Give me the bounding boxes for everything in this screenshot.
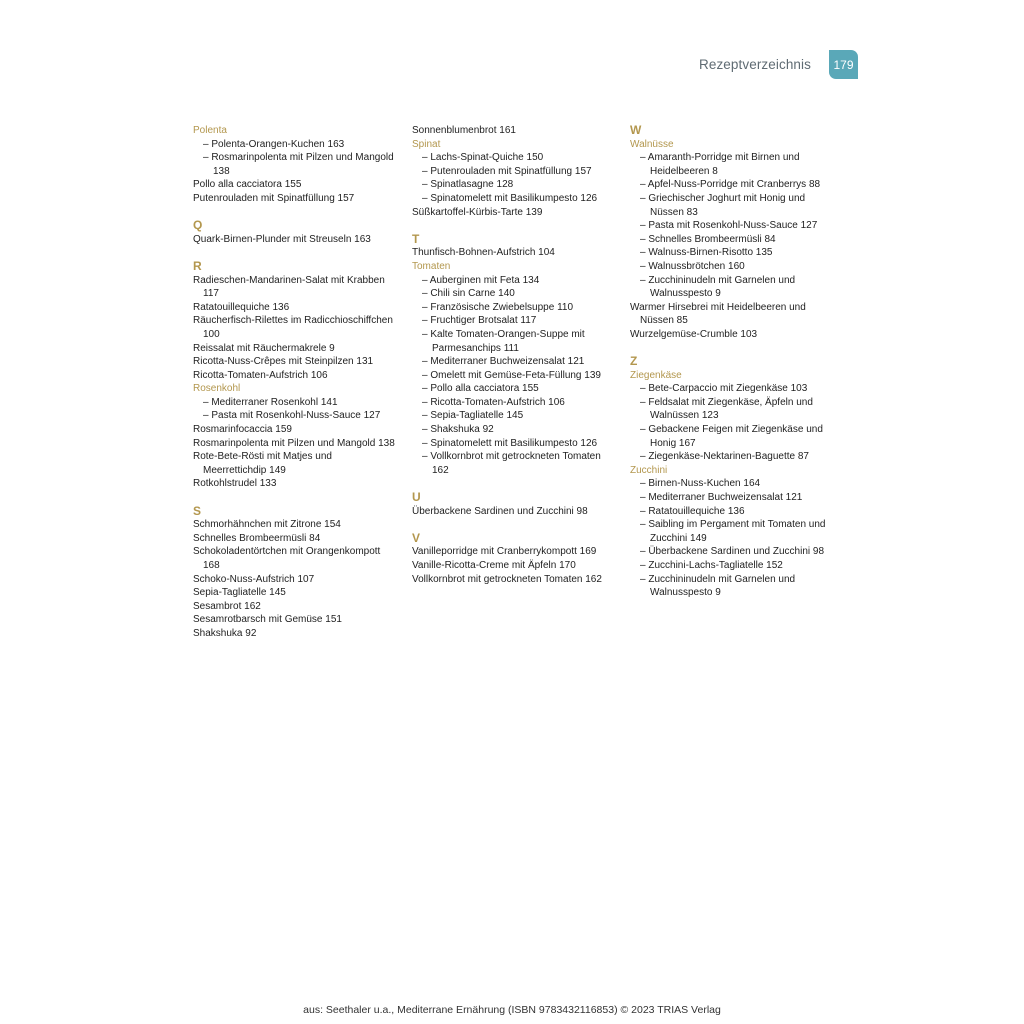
section-letter: R: [193, 258, 202, 273]
section-letter: Z: [630, 354, 638, 369]
index-entry: – Birnen-Nuss-Kuchen 164: [640, 478, 761, 490]
index-entry: Thunfisch-Bohnen-Aufstrich 104: [412, 247, 555, 259]
index-entry: – Auberginen mit Feta 134: [422, 274, 540, 286]
index-entry: – Pollo alla cacciatora 155: [422, 383, 539, 395]
section-letter: V: [412, 530, 421, 545]
index-topic: Zucchini: [630, 464, 668, 476]
index-entry: Radieschen-Mandarinen-Salat mit Krabben 117: [193, 274, 385, 300]
entry-list: [193, 233, 398, 247]
index-entry: – Sepia-Tagliatelle 145: [422, 410, 524, 422]
entry-list: [412, 124, 617, 219]
index-entry: – Spinatomelett mit Basilikumpesto 126: [422, 437, 598, 449]
index-topic: Rosenkohl: [193, 383, 241, 395]
index-entry: – Mediterraner Buchweizensalat 121: [640, 492, 803, 504]
index-entry: Schokoladentörtchen mit Orangenkompott 168: [193, 546, 381, 571]
index-entry: – Ziegenkäse-Nektarinen-Baguette 87: [640, 451, 809, 463]
index-entry: – Chili sin Carne 140: [422, 288, 515, 300]
index-entry: Sonnenblumenbrot 161: [412, 125, 516, 136]
index-entry: – Pasta mit Rosenkohl-Nuss-Sauce 127: [203, 410, 381, 422]
index-topic: Walnüsse: [630, 138, 674, 150]
index-entry: Schnelles Brombeermüsli 84: [193, 532, 321, 544]
index-entry: – Zucchininudeln mit Garnelen und Walnusspesto 9: [640, 274, 796, 300]
index-entry: Quark-Birnen-Plunder mit Streuseln 163: [193, 233, 371, 245]
index-entry: – Bete-Carpaccio mit Ziegenkäse 103: [640, 383, 808, 395]
index-entry: Schoko-Nuss-Aufstrich 107: [193, 573, 315, 585]
entry-list: [193, 518, 398, 640]
entry-list: [412, 505, 617, 519]
letter-section: [412, 124, 617, 219]
entry-list: [193, 124, 398, 206]
index-entry: Vollkornbrot mit getrockneten Tomaten 162: [412, 573, 602, 585]
entry-list: [630, 138, 835, 342]
index-entry: Süßkartoffel-Kürbis-Tarte 139: [412, 206, 543, 218]
index-entry: Überbackene Sardinen und Zucchini 98: [412, 505, 588, 517]
index-entry: Sepia-Tagliatelle 145: [193, 587, 286, 599]
letter-section: [630, 355, 835, 600]
index-entry: Ratatouillequiche 136: [193, 301, 290, 313]
index-entry: – Spinatlasagne 128: [422, 179, 514, 191]
index-entry: Wurzelgemüse-Crumble 103: [630, 328, 758, 340]
index-entry: Putenrouladen mit Spinatfüllung 157: [193, 192, 355, 204]
letter-section: [412, 233, 617, 478]
index-entry: – Zucchininudeln mit Garnelen und Walnusspesto 9: [640, 573, 796, 599]
index-entry: – Spinatomelett mit Basilikumpesto 126: [422, 192, 598, 204]
page-number-badge: 179: [829, 50, 858, 79]
index-entry: Vanille-Ricotta-Creme mit Äpfeln 170: [412, 560, 576, 571]
index-entry: Sesambrot 162: [193, 600, 261, 612]
index-entry: – Walnussbrötchen 160: [640, 260, 745, 272]
index-entry: Rotkohlstrudel 133: [193, 478, 277, 490]
index-entry: – Rosmarinpolenta mit Pilzen und Mangold 138: [203, 152, 394, 177]
index-entry: – Vollkornbrot mit getrockneten Tomaten 162: [422, 451, 601, 476]
index-topic: Polenta: [193, 125, 227, 136]
letter-section: [630, 124, 835, 342]
index-entry: – Polenta-Orangen-Kuchen 163: [203, 138, 345, 150]
section-letter: S: [193, 503, 202, 518]
index-entry: Shakshuka 92: [193, 627, 257, 639]
section-letter: Q: [193, 218, 203, 233]
section-title: Rezeptverzeichnis: [698, 57, 811, 72]
entry-list: [412, 545, 617, 586]
index-entry: – Gebackene Feigen mit Ziegenkäse und Honig 167: [640, 424, 823, 449]
index-entry: Warmer Hirsebrei mit Heidelbeeren und Nüssen 85: [630, 301, 806, 327]
index-entry: – Amaranth-Porridge mit Birnen und Heidelbeeren 8: [640, 152, 800, 177]
page-header: [699, 50, 858, 79]
index-entry: – Mediterraner Rosenkohl 141: [203, 396, 338, 408]
index-entry: – Mediterraner Buchweizensalat 121: [422, 356, 585, 368]
index-entry: Rosmarinfocaccia 159: [193, 424, 292, 436]
index-entry: Schmorhähnchen mit Zitrone 154: [193, 519, 341, 531]
index-entry: Sesamrotbarsch mit Gemüse 151: [193, 614, 342, 626]
index-topic: Tomaten: [412, 260, 451, 272]
index-entry: Vanilleporridge mit Cranberrykompott 169: [412, 546, 597, 558]
letter-section: [193, 260, 398, 491]
index-entry: – Fruchtiger Brotsalat 117: [422, 315, 537, 327]
section-letter: U: [412, 490, 421, 505]
index-entry: – Ratatouillequiche 136: [640, 505, 745, 517]
index-entry: – Griechischer Joghurt mit Honig und Nüssen 83: [640, 192, 806, 218]
index-entry: Ricotta-Tomaten-Aufstrich 106: [193, 369, 328, 381]
footer-citation: aus: Seethaler u.a., Mediterrane Ernährung (ISBN 9783432116853) © 2023 TRIAS Verlag: [303, 1004, 721, 1016]
letter-section: [412, 491, 617, 518]
index-entry: Reissalat mit Räuchermakrele 9: [193, 342, 335, 354]
index-topic: Spinat: [412, 138, 441, 150]
index-entry: – Omelett mit Gemüse-Feta-Füllung 139: [422, 369, 601, 381]
index-column: [412, 124, 617, 600]
entry-list: [630, 369, 835, 600]
index-entry: – Saibling im Pergament mit Tomaten und Zucchini 149: [640, 519, 826, 544]
index-entry: – Walnuss-Birnen-Risotto 135: [640, 247, 773, 259]
index-entry: – Französische Zwiebelsuppe 110: [422, 301, 574, 313]
index-entry: – Zucchini-Lachs-Tagliatelle 152: [640, 560, 783, 571]
entry-list: [193, 274, 398, 492]
letter-section: [193, 124, 398, 206]
index-entry: – Schnelles Brombeermüsli 84: [640, 233, 776, 245]
section-letter: W: [630, 123, 642, 137]
index-column: [193, 124, 398, 654]
index-entry: – Pasta mit Rosenkohl-Nuss-Sauce 127: [640, 220, 818, 232]
index-entry: – Putenrouladen mit Spinatfüllung 157: [422, 165, 592, 177]
index-entry: – Lachs-Spinat-Quiche 150: [422, 152, 544, 164]
index-entry: – Überbackene Sardinen und Zucchini 98: [640, 546, 825, 558]
index-entry: – Kalte Tomaten-Orangen-Suppe mit Parmesanchips 111: [422, 328, 585, 354]
index-column: [630, 124, 835, 613]
letter-section: [412, 532, 617, 586]
index-entry: Räucherfisch-Rilettes im Radicchioschiffchen 100: [193, 315, 393, 340]
index-entry: Pollo alla cacciatora 155: [193, 179, 302, 191]
letter-section: [193, 505, 398, 641]
index-entry: Rote-Bete-Rösti mit Matjes und Meerrettichdip 149: [193, 451, 332, 476]
index-entry: Rosmarinpolenta mit Pilzen und Mangold 138: [193, 437, 395, 449]
index-entry: – Apfel-Nuss-Porridge mit Cranberrys 88: [640, 179, 821, 191]
letter-section: [193, 219, 398, 246]
index-topic: Ziegenkäse: [630, 369, 682, 381]
index-entry: Ricotta-Nuss-Crêpes mit Steinpilzen 131: [193, 356, 374, 368]
section-letter: T: [412, 231, 420, 246]
index-entry: – Ricotta-Tomaten-Aufstrich 106: [422, 396, 565, 408]
entry-list: [412, 246, 617, 477]
index-entry: – Feldsalat mit Ziegenkäse, Äpfeln und Walnüssen 123: [640, 396, 813, 422]
index-entry: – Shakshuka 92: [422, 424, 494, 436]
